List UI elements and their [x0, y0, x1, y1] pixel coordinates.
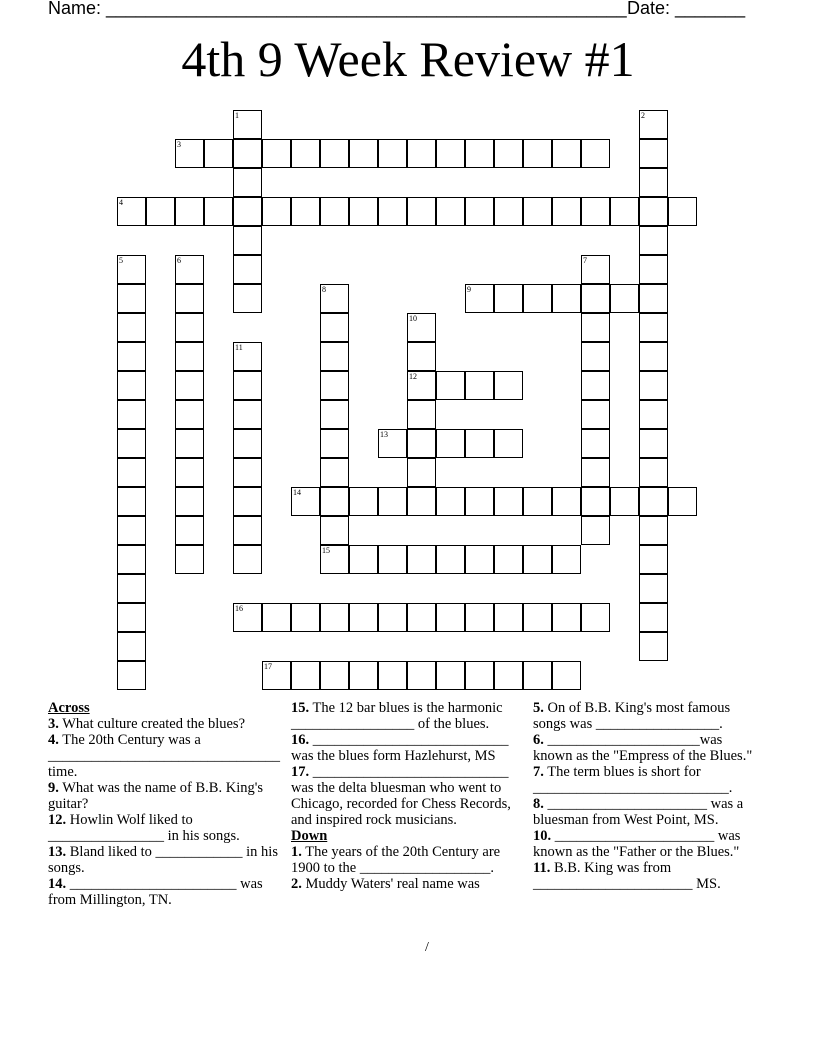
grid-cell[interactable]	[378, 603, 407, 632]
grid-cell[interactable]	[175, 197, 204, 226]
grid-cell[interactable]	[436, 487, 465, 516]
grid-cell[interactable]	[610, 284, 639, 313]
grid-cell[interactable]	[262, 139, 291, 168]
grid-cell[interactable]	[465, 429, 494, 458]
grid-cell[interactable]	[523, 603, 552, 632]
name-line: Name: ____________________________________________________	[48, 0, 627, 18]
clue-number: 4	[119, 198, 123, 207]
clue-down-6: 6. _____________________was known as the "Empress of the Blues."	[533, 732, 753, 764]
grid-cell[interactable]	[407, 429, 436, 458]
clue-number: 5	[119, 256, 123, 265]
grid-cell[interactable]	[407, 197, 436, 226]
grid-cell[interactable]	[233, 487, 262, 516]
grid-cell[interactable]	[407, 139, 436, 168]
grid-cell[interactable]	[175, 487, 204, 516]
clue-down-1: 1. The years of the 20th Century are 1900 to the __________________.	[291, 844, 501, 876]
grid-cell[interactable]	[523, 545, 552, 574]
grid-cell[interactable]	[291, 139, 320, 168]
grid-cell[interactable]	[581, 487, 610, 516]
grid-cell[interactable]	[320, 603, 349, 632]
grid-cell[interactable]	[175, 255, 204, 284]
grid-cell[interactable]	[407, 342, 436, 371]
grid-cell[interactable]	[117, 545, 146, 574]
grid-cell[interactable]	[639, 371, 668, 400]
grid-cell[interactable]	[581, 429, 610, 458]
clue-number: 14	[293, 488, 301, 497]
clue-down-5: 5. On of B.B. King's most famous songs was _________________.	[533, 700, 731, 732]
grid-cell[interactable]	[581, 197, 610, 226]
clues-column-2	[291, 700, 525, 892]
grid-cell[interactable]	[552, 661, 581, 690]
grid-cell[interactable]	[320, 516, 349, 545]
grid-cell[interactable]	[552, 545, 581, 574]
grid-cell[interactable]	[175, 313, 204, 342]
grid-cell[interactable]	[117, 255, 146, 284]
clue-number: 8	[322, 285, 326, 294]
grid-cell[interactable]	[552, 139, 581, 168]
grid-cell[interactable]	[552, 284, 581, 313]
clue-across-4: 4. The 20th Century was a ________________________________ time.	[48, 732, 280, 780]
grid-cell[interactable]	[407, 487, 436, 516]
grid-cell[interactable]	[407, 371, 436, 400]
grid-cell[interactable]	[349, 661, 378, 690]
grid-cell[interactable]	[291, 487, 320, 516]
grid-cell[interactable]	[639, 139, 668, 168]
grid-cell[interactable]	[465, 139, 494, 168]
grid-cell[interactable]	[581, 139, 610, 168]
grid-cell[interactable]	[291, 197, 320, 226]
grid-cell[interactable]	[407, 545, 436, 574]
grid-cell[interactable]	[494, 661, 523, 690]
grid-cell[interactable]	[175, 545, 204, 574]
grid-cell[interactable]	[175, 400, 204, 429]
clue-down-2: 2. Muddy Waters' real name was	[291, 876, 480, 892]
grid-cell[interactable]	[465, 197, 494, 226]
grid-cell[interactable]	[436, 371, 465, 400]
clues-column-1	[48, 700, 284, 908]
grid-cell[interactable]	[639, 110, 668, 139]
grid-cell[interactable]	[320, 429, 349, 458]
grid-cell[interactable]	[175, 516, 204, 545]
grid-cell[interactable]	[494, 371, 523, 400]
grid-cell[interactable]	[349, 545, 378, 574]
grid-cell[interactable]	[117, 429, 146, 458]
grid-cell[interactable]	[320, 197, 349, 226]
grid-cell[interactable]	[175, 429, 204, 458]
clue-number: 16	[235, 604, 243, 613]
grid-cell[interactable]	[233, 342, 262, 371]
grid-cell[interactable]	[320, 371, 349, 400]
grid-cell[interactable]	[436, 661, 465, 690]
grid-cell[interactable]	[581, 313, 610, 342]
grid-cell[interactable]	[639, 313, 668, 342]
grid-cell[interactable]	[407, 400, 436, 429]
clue-across-16: 16. ___________________________ was the blues form Hazlehurst, MS	[291, 732, 509, 764]
grid-cell[interactable]	[639, 574, 668, 603]
grid-cell[interactable]	[233, 139, 262, 168]
clue-down-11: 11. B.B. King was from ______________________ MS.	[533, 860, 721, 892]
grid-cell[interactable]	[494, 197, 523, 226]
clues-column-3	[533, 700, 755, 892]
grid-cell[interactable]	[233, 516, 262, 545]
grid-cell[interactable]	[436, 429, 465, 458]
grid-cell[interactable]	[320, 342, 349, 371]
clue-number: 9	[467, 285, 471, 294]
footer-mark: /	[425, 940, 429, 955]
grid-cell[interactable]	[378, 139, 407, 168]
grid-cell[interactable]	[117, 342, 146, 371]
grid-cell[interactable]	[349, 139, 378, 168]
grid-cell[interactable]	[175, 342, 204, 371]
grid-cell[interactable]	[436, 545, 465, 574]
grid-cell[interactable]	[233, 255, 262, 284]
grid-cell[interactable]	[639, 342, 668, 371]
grid-cell[interactable]	[117, 603, 146, 632]
grid-cell[interactable]	[552, 197, 581, 226]
grid-cell[interactable]	[175, 458, 204, 487]
grid-cell[interactable]	[436, 603, 465, 632]
grid-cell[interactable]	[610, 197, 639, 226]
clue-across-3: 3. What culture created the blues?	[48, 716, 246, 732]
grid-cell[interactable]	[349, 197, 378, 226]
grid-cell[interactable]	[349, 603, 378, 632]
grid-cell[interactable]	[639, 400, 668, 429]
clue-across-13: 13. Bland liked to ____________ in his songs.	[48, 844, 278, 876]
grid-cell[interactable]	[465, 661, 494, 690]
grid-cell[interactable]	[146, 197, 175, 226]
grid-cell[interactable]	[117, 632, 146, 661]
grid-cell[interactable]	[465, 284, 494, 313]
grid-cell[interactable]	[639, 197, 668, 226]
grid-cell[interactable]	[378, 429, 407, 458]
grid-cell[interactable]	[494, 284, 523, 313]
grid-cell[interactable]	[233, 197, 262, 226]
grid-cell[interactable]	[262, 661, 291, 690]
grid-cell[interactable]	[581, 516, 610, 545]
grid-cell[interactable]	[175, 139, 204, 168]
clue-number: 7	[583, 256, 587, 265]
clue-across-17: 17. ___________________________ was the delta bluesman who went to Chicago, recorded for Chess Records, and inspired rock musicians.	[291, 764, 511, 828]
grid-cell[interactable]	[639, 168, 668, 197]
clue-across-9: 9. What was the name of B.B. King's guitar?	[48, 780, 263, 812]
grid-cell[interactable]	[668, 197, 697, 226]
grid-cell[interactable]	[117, 371, 146, 400]
grid-cell[interactable]	[175, 371, 204, 400]
grid-cell[interactable]	[233, 603, 262, 632]
grid-cell[interactable]	[204, 197, 233, 226]
grid-cell[interactable]	[465, 371, 494, 400]
grid-cell[interactable]	[117, 284, 146, 313]
grid-cell[interactable]	[639, 284, 668, 313]
grid-cell[interactable]	[204, 139, 233, 168]
grid-cell[interactable]	[117, 458, 146, 487]
grid-cell[interactable]	[552, 487, 581, 516]
grid-cell[interactable]	[523, 197, 552, 226]
grid-cell[interactable]	[639, 516, 668, 545]
clue-number: 3	[177, 140, 181, 149]
grid-cell[interactable]	[378, 661, 407, 690]
grid-cell[interactable]	[320, 545, 349, 574]
grid-cell[interactable]	[117, 197, 146, 226]
clue-number: 15	[322, 546, 330, 555]
grid-cell[interactable]	[117, 516, 146, 545]
grid-cell[interactable]	[117, 487, 146, 516]
grid-cell[interactable]	[494, 139, 523, 168]
grid-cell[interactable]	[436, 197, 465, 226]
grid-cell[interactable]	[262, 603, 291, 632]
grid-cell[interactable]	[552, 603, 581, 632]
grid-cell[interactable]	[581, 603, 610, 632]
grid-cell[interactable]	[668, 487, 697, 516]
grid-cell[interactable]	[639, 487, 668, 516]
grid-cell[interactable]	[233, 168, 262, 197]
grid-cell[interactable]	[639, 603, 668, 632]
grid-cell[interactable]	[175, 284, 204, 313]
clue-number: 2	[641, 111, 645, 120]
grid-cell[interactable]	[320, 139, 349, 168]
grid-cell[interactable]	[581, 255, 610, 284]
grid-cell[interactable]	[581, 342, 610, 371]
grid-cell[interactable]	[523, 139, 552, 168]
across-heading: Across	[48, 700, 90, 716]
clue-across-15: 15. The 12 bar blues is the harmonic _________________ of the blues.	[291, 700, 503, 732]
grid-cell[interactable]	[581, 284, 610, 313]
grid-cell[interactable]	[378, 545, 407, 574]
grid-cell[interactable]	[117, 574, 146, 603]
grid-cell[interactable]	[320, 400, 349, 429]
grid-cell[interactable]	[233, 429, 262, 458]
grid-cell[interactable]	[639, 429, 668, 458]
grid-cell[interactable]	[407, 458, 436, 487]
grid-cell[interactable]	[291, 661, 320, 690]
grid-cell[interactable]	[494, 603, 523, 632]
grid-cell[interactable]	[320, 458, 349, 487]
grid-cell[interactable]	[117, 661, 146, 690]
grid-cell[interactable]	[494, 429, 523, 458]
grid-cell[interactable]	[639, 255, 668, 284]
grid-cell[interactable]	[233, 545, 262, 574]
clue-number: 12	[409, 372, 417, 381]
grid-cell[interactable]	[378, 197, 407, 226]
grid-cell[interactable]	[233, 458, 262, 487]
grid-cell[interactable]	[581, 458, 610, 487]
grid-cell[interactable]	[320, 487, 349, 516]
grid-cell[interactable]	[494, 487, 523, 516]
grid-cell[interactable]	[291, 603, 320, 632]
grid-cell[interactable]	[378, 487, 407, 516]
grid-cell[interactable]	[523, 661, 552, 690]
grid-cell[interactable]	[465, 603, 494, 632]
clue-number: 10	[409, 314, 417, 323]
grid-cell[interactable]	[465, 487, 494, 516]
grid-cell[interactable]	[320, 284, 349, 313]
grid-cell[interactable]	[523, 487, 552, 516]
grid-cell[interactable]	[639, 226, 668, 255]
clue-down-8: 8. ______________________ was a bluesman from West Point, MS.	[533, 796, 744, 828]
grid-cell[interactable]	[639, 458, 668, 487]
down-heading: Down	[291, 828, 328, 844]
clue-number: 13	[380, 430, 388, 439]
grid-cell[interactable]	[407, 603, 436, 632]
clue-across-12: 12. Howlin Wolf liked to ________________ in his songs.	[48, 812, 240, 844]
grid-cell[interactable]	[407, 313, 436, 342]
grid-cell[interactable]	[262, 197, 291, 226]
grid-cell[interactable]	[233, 400, 262, 429]
page-title: 4th 9 Week Review #1	[181, 31, 635, 87]
grid-cell[interactable]	[465, 545, 494, 574]
clue-number: 6	[177, 256, 181, 265]
clue-down-10: 10. ______________________ was known as the "Father or the Blues."	[533, 828, 741, 860]
grid-cell[interactable]	[581, 371, 610, 400]
clue-across-14: 14. _______________________ was from Millington, TN.	[48, 876, 263, 908]
clue-down-7: 7. The term blues is short for ___________________________.	[533, 764, 733, 796]
grid-cell[interactable]	[320, 661, 349, 690]
clue-number: 17	[264, 662, 272, 671]
clue-number: 1	[235, 111, 239, 120]
clue-number: 11	[235, 343, 243, 352]
date-line: Date: _______	[627, 0, 746, 18]
grid-cell[interactable]	[233, 110, 262, 139]
grid-cell[interactable]	[639, 545, 668, 574]
grid-cell[interactable]	[349, 487, 378, 516]
grid-cell[interactable]	[494, 545, 523, 574]
grid-cell[interactable]	[233, 284, 262, 313]
grid-cell[interactable]	[407, 661, 436, 690]
grid-cell[interactable]	[436, 139, 465, 168]
grid-cell[interactable]	[581, 400, 610, 429]
grid-cell[interactable]	[117, 313, 146, 342]
grid-cell[interactable]	[639, 632, 668, 661]
grid-cell[interactable]	[233, 371, 262, 400]
grid-cell[interactable]	[233, 226, 262, 255]
grid-cell[interactable]	[610, 487, 639, 516]
grid-cell[interactable]	[320, 313, 349, 342]
grid-cell[interactable]	[523, 284, 552, 313]
grid-cell[interactable]	[117, 400, 146, 429]
